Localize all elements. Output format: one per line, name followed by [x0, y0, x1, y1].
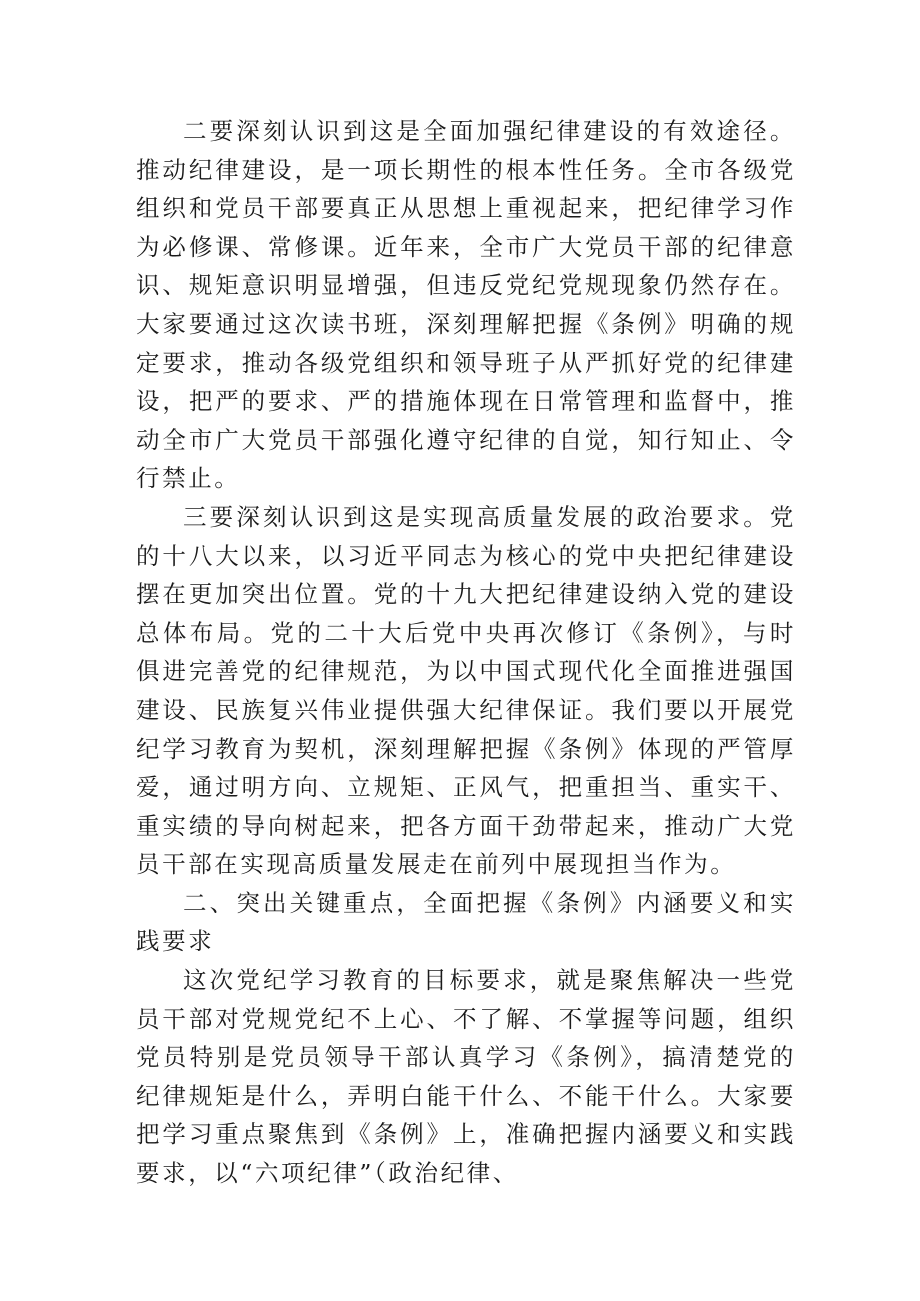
- paragraph-discipline-building: 二要深刻认识到这是全面加强纪律建设的有效途径。推动纪律建设，是一项长期性的根本性任务。全市各级党组织和党员干部要真正从思想上重视起来，把纪律学习作为必修课、常修课。近年来，全市广大党员干部的纪律意识、规矩意识明显增强，但违反党纪党规现象仍然存在。大家要通过这次读书班，深刻理解把握《条例》明确的规定要求，推动各级党组织和领导班子从严抓好党的纪律建设，把严的要求、严的措施体现在日常管理和监督中，推动全市广大党员干部强化遵守纪律的自觉，知行知止、令行禁止。: [136, 117, 796, 493]
- document-body: [136, 112, 796, 1193]
- paragraph-political-requirement: 三要深刻认识到这是实现高质量发展的政治要求。党的十八大以来，以习近平同志为核心的党中央把纪律建设摆在更加突出位置。党的十九大把纪律建设纳入党的建设总体布局。党的二十大后党中央再次修订《条例》，与时俱进完善党的纪律规范，为以中国式现代化全面推进强国建设、民族复兴伟业提供强大纪律保证。我们要以开展党纪学习教育为契机，深刻理解把握《条例》体现的严管厚爱，通过明方向、立规矩、正风气，把重担当、重实干、重实绩的导向树起来，把各方面干劲带起来，推动广大党员干部在实现高质量发展走在前列中展现担当作为。: [136, 502, 796, 879]
- paragraph-learning-goals: 这次党纪学习教育的目标要求，就是聚焦解决一些党员干部对党规党纪不上心、不了解、不掌握等问题，组织党员特别是党员领导干部认真学习《条例》，搞清楚党的纪律规矩是什么，弄明白能干什么、不能干什么。大家要把学习重点聚焦到《条例》上，准确把握内涵要义和实践要求，以“六项纪律”（政治纪律、: [136, 966, 796, 1188]
- section-heading: 二、突出关键重点，全面把握《条例》内涵要义和实践要求: [136, 888, 796, 956]
